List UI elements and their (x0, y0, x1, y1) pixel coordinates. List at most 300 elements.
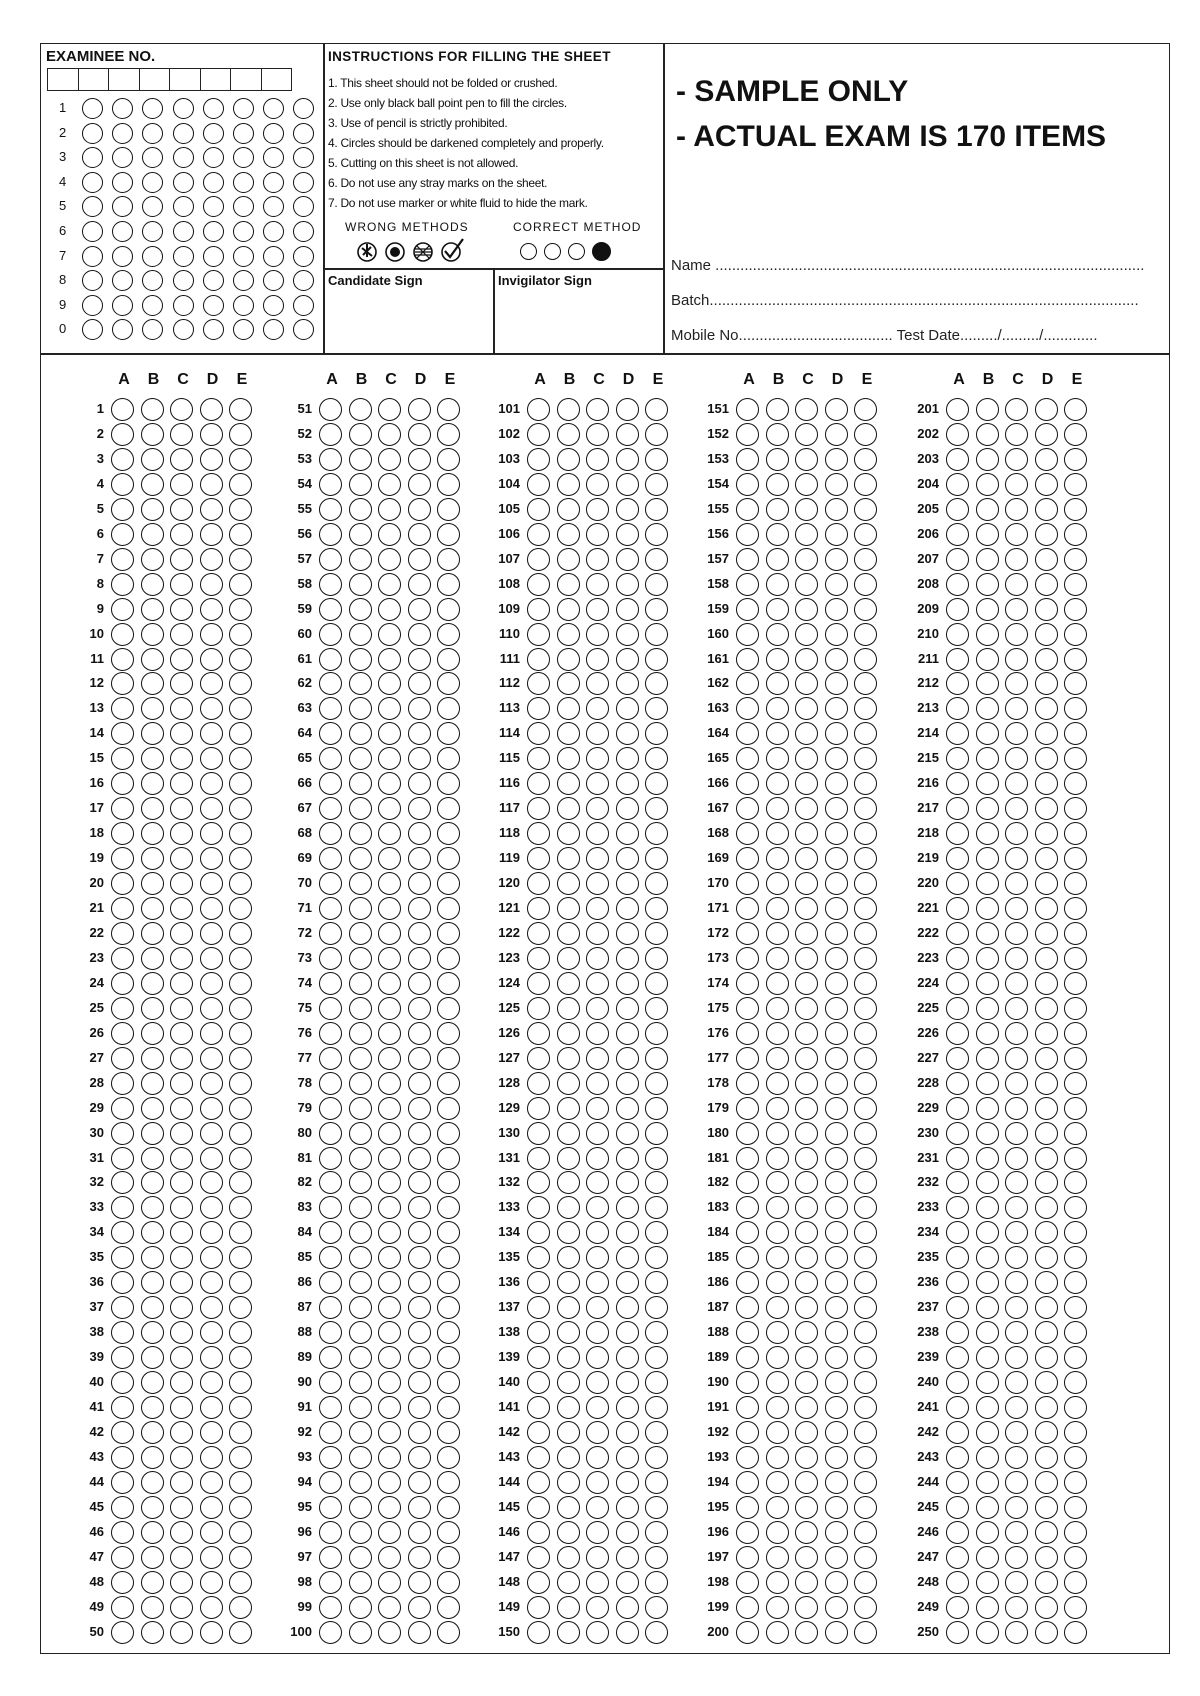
answer-bubble[interactable] (1035, 772, 1058, 795)
answer-bubble[interactable] (616, 1446, 639, 1469)
answer-bubble[interactable] (200, 1496, 223, 1519)
answer-bubble[interactable] (557, 797, 580, 820)
answer-bubble[interactable] (170, 972, 193, 995)
answer-bubble[interactable] (586, 1147, 609, 1170)
answer-bubble[interactable] (378, 448, 401, 471)
answer-bubble[interactable] (976, 473, 999, 496)
answer-bubble[interactable] (976, 1196, 999, 1219)
answer-bubble[interactable] (408, 1022, 431, 1045)
answer-bubble[interactable] (766, 1271, 789, 1294)
answer-bubble[interactable] (1064, 872, 1087, 895)
answer-bubble[interactable] (527, 1396, 550, 1419)
answer-bubble[interactable] (141, 697, 164, 720)
answer-bubble[interactable] (170, 423, 193, 446)
answer-bubble[interactable] (378, 1496, 401, 1519)
answer-bubble[interactable] (349, 1421, 372, 1444)
answer-bubble[interactable] (946, 1621, 969, 1644)
answer-bubble[interactable] (825, 897, 848, 920)
answer-bubble[interactable] (854, 1122, 877, 1145)
answer-bubble[interactable] (408, 1471, 431, 1494)
answer-bubble[interactable] (976, 847, 999, 870)
answer-bubble[interactable] (1064, 598, 1087, 621)
answer-bubble[interactable] (854, 573, 877, 596)
answer-bubble[interactable] (111, 1446, 134, 1469)
answer-bubble[interactable] (200, 1421, 223, 1444)
answer-bubble[interactable] (825, 1171, 848, 1194)
answer-bubble[interactable] (616, 1271, 639, 1294)
answer-bubble[interactable] (557, 523, 580, 546)
answer-bubble[interactable] (766, 1171, 789, 1194)
answer-bubble[interactable] (616, 1521, 639, 1544)
answer-bubble[interactable] (1064, 972, 1087, 995)
answer-bubble[interactable] (319, 1072, 342, 1095)
answer-bubble[interactable] (319, 498, 342, 521)
answer-bubble[interactable] (645, 1371, 668, 1394)
answer-bubble[interactable] (645, 1072, 668, 1095)
answer-bubble[interactable] (854, 1546, 877, 1569)
answer-bubble[interactable] (586, 523, 609, 546)
answer-bubble[interactable] (766, 1446, 789, 1469)
answer-bubble[interactable] (111, 1521, 134, 1544)
answer-bubble[interactable] (766, 1346, 789, 1369)
answer-bubble[interactable] (946, 1371, 969, 1394)
answer-bubble[interactable] (200, 1571, 223, 1594)
answer-bubble[interactable] (1064, 1596, 1087, 1619)
answer-bubble[interactable] (736, 997, 759, 1020)
answer-bubble[interactable] (825, 1147, 848, 1170)
answer-bubble[interactable] (1064, 997, 1087, 1020)
answer-bubble[interactable] (437, 498, 460, 521)
answer-bubble[interactable] (557, 1421, 580, 1444)
batch-field[interactable]: Batch....................................................................................................... (671, 292, 1139, 309)
answer-bubble[interactable] (378, 1097, 401, 1120)
answer-bubble[interactable] (616, 722, 639, 745)
answer-bubble[interactable] (1064, 1097, 1087, 1120)
answer-bubble[interactable] (766, 1396, 789, 1419)
answer-bubble[interactable] (946, 648, 969, 671)
answer-bubble[interactable] (378, 872, 401, 895)
answer-bubble[interactable] (378, 473, 401, 496)
answer-bubble[interactable] (111, 1346, 134, 1369)
answer-bubble[interactable] (766, 1097, 789, 1120)
answer-bubble[interactable] (1005, 1521, 1028, 1544)
answer-bubble[interactable] (408, 1421, 431, 1444)
answer-bubble[interactable] (795, 598, 818, 621)
answer-bubble[interactable] (1035, 1371, 1058, 1394)
answer-bubble[interactable] (527, 947, 550, 970)
answer-bubble[interactable] (1005, 1621, 1028, 1644)
answer-bubble[interactable] (378, 972, 401, 995)
answer-bubble[interactable] (141, 797, 164, 820)
answer-bubble[interactable] (229, 598, 252, 621)
answer-bubble[interactable] (378, 1371, 401, 1394)
answer-bubble[interactable] (825, 922, 848, 945)
answer-bubble[interactable] (319, 1446, 342, 1469)
answer-bubble[interactable] (229, 1546, 252, 1569)
answer-bubble[interactable] (1064, 1371, 1087, 1394)
answer-bubble[interactable] (437, 1471, 460, 1494)
answer-bubble[interactable] (170, 1072, 193, 1095)
answer-bubble[interactable] (349, 473, 372, 496)
answer-bubble[interactable] (527, 548, 550, 571)
answer-bubble[interactable] (200, 1471, 223, 1494)
answer-bubble[interactable] (111, 598, 134, 621)
answer-bubble[interactable] (349, 573, 372, 596)
answer-bubble[interactable] (766, 722, 789, 745)
answer-bubble[interactable] (645, 1097, 668, 1120)
answer-bubble[interactable] (1064, 623, 1087, 646)
answer-bubble[interactable] (557, 697, 580, 720)
answer-bubble[interactable] (408, 1321, 431, 1344)
answer-bubble[interactable] (229, 1471, 252, 1494)
answer-bubble[interactable] (229, 1346, 252, 1369)
answer-bubble[interactable] (766, 398, 789, 421)
answer-bubble[interactable] (229, 523, 252, 546)
answer-bubble[interactable] (408, 423, 431, 446)
answer-bubble[interactable] (766, 1546, 789, 1569)
answer-bubble[interactable] (616, 1171, 639, 1194)
answer-bubble[interactable] (319, 872, 342, 895)
answer-bubble[interactable] (200, 1296, 223, 1319)
answer-bubble[interactable] (319, 598, 342, 621)
answer-bubble[interactable] (229, 498, 252, 521)
answer-bubble[interactable] (527, 448, 550, 471)
answer-bubble[interactable] (766, 672, 789, 695)
answer-bubble[interactable] (616, 473, 639, 496)
answer-bubble[interactable] (408, 648, 431, 671)
answer-bubble[interactable] (1005, 1097, 1028, 1120)
answer-bubble[interactable] (766, 1521, 789, 1544)
answer-bubble[interactable] (319, 1047, 342, 1070)
answer-bubble[interactable] (736, 523, 759, 546)
answer-bubble[interactable] (825, 1546, 848, 1569)
answer-bubble[interactable] (200, 1196, 223, 1219)
answer-bubble[interactable] (1064, 1471, 1087, 1494)
answer-bubble[interactable] (170, 1496, 193, 1519)
answer-bubble[interactable] (616, 847, 639, 870)
answer-bubble[interactable] (437, 398, 460, 421)
answer-bubble[interactable] (795, 1521, 818, 1544)
answer-bubble[interactable] (946, 598, 969, 621)
answer-bubble[interactable] (170, 598, 193, 621)
answer-bubble[interactable] (854, 1147, 877, 1170)
answer-bubble[interactable] (736, 1621, 759, 1644)
answer-bubble[interactable] (976, 598, 999, 621)
answer-bubble[interactable] (349, 947, 372, 970)
answer-bubble[interactable] (616, 1421, 639, 1444)
examinee-bubble[interactable] (173, 295, 194, 316)
answer-bubble[interactable] (825, 1346, 848, 1369)
answer-bubble[interactable] (976, 498, 999, 521)
answer-bubble[interactable] (946, 1346, 969, 1369)
answer-bubble[interactable] (319, 1421, 342, 1444)
answer-bubble[interactable] (645, 997, 668, 1020)
answer-bubble[interactable] (854, 897, 877, 920)
answer-bubble[interactable] (170, 1446, 193, 1469)
answer-bubble[interactable] (766, 1471, 789, 1494)
answer-bubble[interactable] (795, 1571, 818, 1594)
answer-bubble[interactable] (645, 1321, 668, 1344)
answer-bubble[interactable] (766, 1221, 789, 1244)
examinee-bubble[interactable] (263, 295, 284, 316)
answer-bubble[interactable] (200, 697, 223, 720)
answer-bubble[interactable] (976, 1521, 999, 1544)
answer-bubble[interactable] (825, 573, 848, 596)
answer-bubble[interactable] (616, 1097, 639, 1120)
answer-bubble[interactable] (200, 822, 223, 845)
answer-bubble[interactable] (200, 897, 223, 920)
answer-bubble[interactable] (854, 473, 877, 496)
answer-bubble[interactable] (349, 1346, 372, 1369)
answer-bubble[interactable] (349, 1271, 372, 1294)
answer-bubble[interactable] (1035, 548, 1058, 571)
answer-bubble[interactable] (645, 897, 668, 920)
answer-bubble[interactable] (111, 1621, 134, 1644)
answer-bubble[interactable] (111, 947, 134, 970)
answer-bubble[interactable] (795, 822, 818, 845)
answer-bubble[interactable] (378, 922, 401, 945)
answer-bubble[interactable] (616, 1122, 639, 1145)
answer-bubble[interactable] (1064, 498, 1087, 521)
answer-bubble[interactable] (349, 1171, 372, 1194)
answer-bubble[interactable] (557, 1072, 580, 1095)
answer-bubble[interactable] (586, 997, 609, 1020)
answer-bubble[interactable] (557, 1221, 580, 1244)
answer-bubble[interactable] (408, 1621, 431, 1644)
answer-bubble[interactable] (825, 523, 848, 546)
answer-bubble[interactable] (200, 623, 223, 646)
answer-bubble[interactable] (378, 1396, 401, 1419)
answer-bubble[interactable] (200, 648, 223, 671)
answer-bubble[interactable] (825, 972, 848, 995)
answer-bubble[interactable] (976, 573, 999, 596)
answer-bubble[interactable] (645, 548, 668, 571)
answer-bubble[interactable] (1035, 398, 1058, 421)
answer-bubble[interactable] (946, 922, 969, 945)
answer-bubble[interactable] (557, 1196, 580, 1219)
answer-bubble[interactable] (854, 448, 877, 471)
answer-bubble[interactable] (437, 1521, 460, 1544)
answer-bubble[interactable] (795, 1621, 818, 1644)
answer-bubble[interactable] (645, 598, 668, 621)
answer-bubble[interactable] (527, 1122, 550, 1145)
answer-bubble[interactable] (736, 1421, 759, 1444)
answer-bubble[interactable] (408, 573, 431, 596)
answer-bubble[interactable] (378, 548, 401, 571)
answer-bubble[interactable] (349, 623, 372, 646)
answer-bubble[interactable] (200, 423, 223, 446)
answer-bubble[interactable] (795, 897, 818, 920)
answer-bubble[interactable] (141, 822, 164, 845)
answer-bubble[interactable] (349, 897, 372, 920)
answer-bubble[interactable] (557, 548, 580, 571)
answer-bubble[interactable] (437, 598, 460, 621)
answer-bubble[interactable] (378, 1471, 401, 1494)
answer-bubble[interactable] (349, 1221, 372, 1244)
answer-bubble[interactable] (437, 523, 460, 546)
answer-bubble[interactable] (408, 548, 431, 571)
answer-bubble[interactable] (1064, 1496, 1087, 1519)
answer-bubble[interactable] (1035, 1122, 1058, 1145)
answer-bubble[interactable] (408, 997, 431, 1020)
answer-bubble[interactable] (141, 1421, 164, 1444)
answer-bubble[interactable] (349, 822, 372, 845)
answer-bubble[interactable] (825, 1396, 848, 1419)
answer-bubble[interactable] (319, 1521, 342, 1544)
answer-bubble[interactable] (378, 897, 401, 920)
answer-bubble[interactable] (319, 997, 342, 1020)
answer-bubble[interactable] (349, 997, 372, 1020)
answer-bubble[interactable] (557, 872, 580, 895)
answer-bubble[interactable] (795, 398, 818, 421)
answer-bubble[interactable] (1005, 1321, 1028, 1344)
answer-bubble[interactable] (1005, 997, 1028, 1020)
answer-bubble[interactable] (437, 1321, 460, 1344)
answer-bubble[interactable] (854, 1521, 877, 1544)
answer-bubble[interactable] (200, 1371, 223, 1394)
answer-bubble[interactable] (825, 797, 848, 820)
answer-bubble[interactable] (111, 623, 134, 646)
answer-bubble[interactable] (586, 648, 609, 671)
answer-bubble[interactable] (825, 1496, 848, 1519)
answer-bubble[interactable] (1035, 448, 1058, 471)
answer-bubble[interactable] (437, 947, 460, 970)
answer-bubble[interactable] (766, 797, 789, 820)
answer-bubble[interactable] (976, 1171, 999, 1194)
answer-bubble[interactable] (170, 1371, 193, 1394)
answer-bubble[interactable] (1005, 573, 1028, 596)
answer-bubble[interactable] (946, 997, 969, 1020)
answer-bubble[interactable] (1035, 997, 1058, 1020)
answer-bubble[interactable] (141, 1621, 164, 1644)
answer-bubble[interactable] (229, 1022, 252, 1045)
answer-bubble[interactable] (557, 722, 580, 745)
answer-bubble[interactable] (229, 1621, 252, 1644)
answer-bubble[interactable] (1035, 1446, 1058, 1469)
answer-bubble[interactable] (645, 1546, 668, 1569)
answer-bubble[interactable] (645, 648, 668, 671)
answer-bubble[interactable] (1035, 822, 1058, 845)
answer-bubble[interactable] (766, 423, 789, 446)
answer-bubble[interactable] (795, 1471, 818, 1494)
answer-bubble[interactable] (825, 1072, 848, 1095)
examinee-bubble[interactable] (233, 295, 254, 316)
answer-bubble[interactable] (586, 972, 609, 995)
answer-bubble[interactable] (141, 1546, 164, 1569)
answer-bubble[interactable] (557, 623, 580, 646)
answer-bubble[interactable] (111, 1571, 134, 1594)
answer-bubble[interactable] (557, 398, 580, 421)
answer-bubble[interactable] (645, 398, 668, 421)
answer-bubble[interactable] (795, 1321, 818, 1344)
answer-bubble[interactable] (349, 1321, 372, 1344)
answer-bubble[interactable] (170, 1147, 193, 1170)
answer-bubble[interactable] (170, 1571, 193, 1594)
answer-bubble[interactable] (527, 1571, 550, 1594)
answer-bubble[interactable] (527, 1072, 550, 1095)
examinee-bubble[interactable] (263, 246, 284, 267)
answer-bubble[interactable] (141, 448, 164, 471)
answer-bubble[interactable] (825, 1196, 848, 1219)
answer-bubble[interactable] (736, 947, 759, 970)
answer-bubble[interactable] (825, 772, 848, 795)
examinee-bubble[interactable] (173, 246, 194, 267)
answer-bubble[interactable] (111, 1097, 134, 1120)
answer-bubble[interactable] (645, 922, 668, 945)
examinee-bubble[interactable] (82, 246, 103, 267)
answer-bubble[interactable] (1064, 648, 1087, 671)
answer-bubble[interactable] (645, 1596, 668, 1619)
answer-bubble[interactable] (766, 972, 789, 995)
answer-bubble[interactable] (825, 1621, 848, 1644)
answer-bubble[interactable] (825, 822, 848, 845)
answer-bubble[interactable] (437, 1047, 460, 1070)
answer-bubble[interactable] (408, 722, 431, 745)
answer-bubble[interactable] (437, 1621, 460, 1644)
answer-bubble[interactable] (825, 1421, 848, 1444)
answer-bubble[interactable] (1035, 1246, 1058, 1269)
answer-bubble[interactable] (349, 523, 372, 546)
answer-bubble[interactable] (437, 1072, 460, 1095)
answer-bubble[interactable] (616, 1621, 639, 1644)
answer-bubble[interactable] (795, 1147, 818, 1170)
answer-bubble[interactable] (378, 1446, 401, 1469)
examinee-bubble[interactable] (112, 123, 133, 144)
answer-bubble[interactable] (586, 947, 609, 970)
answer-bubble[interactable] (736, 1346, 759, 1369)
answer-bubble[interactable] (437, 997, 460, 1020)
answer-bubble[interactable] (527, 523, 550, 546)
answer-bubble[interactable] (349, 1546, 372, 1569)
answer-bubble[interactable] (825, 1246, 848, 1269)
answer-bubble[interactable] (586, 498, 609, 521)
answer-bubble[interactable] (825, 1296, 848, 1319)
answer-bubble[interactable] (319, 548, 342, 571)
answer-bubble[interactable] (976, 1047, 999, 1070)
answer-bubble[interactable] (408, 398, 431, 421)
answer-bubble[interactable] (1005, 623, 1028, 646)
answer-bubble[interactable] (976, 972, 999, 995)
examinee-bubble[interactable] (233, 172, 254, 193)
answer-bubble[interactable] (349, 1022, 372, 1045)
answer-bubble[interactable] (645, 1621, 668, 1644)
answer-bubble[interactable] (408, 1072, 431, 1095)
answer-bubble[interactable] (408, 672, 431, 695)
answer-bubble[interactable] (200, 1596, 223, 1619)
examinee-bubble[interactable] (203, 147, 224, 168)
answer-bubble[interactable] (111, 1546, 134, 1569)
answer-bubble[interactable] (319, 1621, 342, 1644)
answer-bubble[interactable] (795, 1596, 818, 1619)
answer-bubble[interactable] (1005, 947, 1028, 970)
answer-bubble[interactable] (1035, 623, 1058, 646)
answer-bubble[interactable] (854, 972, 877, 995)
answer-bubble[interactable] (437, 423, 460, 446)
answer-bubble[interactable] (408, 1221, 431, 1244)
answer-bubble[interactable] (141, 523, 164, 546)
answer-bubble[interactable] (1035, 797, 1058, 820)
answer-bubble[interactable] (170, 1521, 193, 1544)
answer-bubble[interactable] (795, 1022, 818, 1045)
answer-bubble[interactable] (766, 573, 789, 596)
answer-bubble[interactable] (319, 1321, 342, 1344)
answer-bubble[interactable] (170, 473, 193, 496)
answer-bubble[interactable] (645, 1022, 668, 1045)
answer-bubble[interactable] (111, 498, 134, 521)
answer-bubble[interactable] (170, 1022, 193, 1045)
name-field[interactable]: Name ....................................................................................................... (671, 257, 1145, 274)
answer-bubble[interactable] (795, 1346, 818, 1369)
